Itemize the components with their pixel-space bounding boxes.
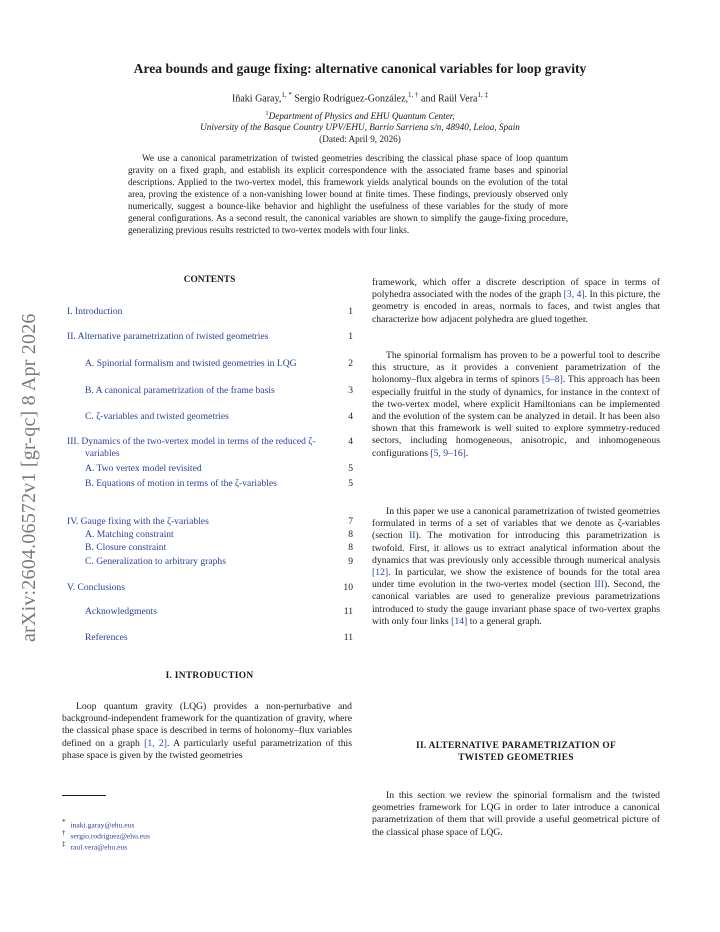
body-paragraph: In this paper we use a canonical parametrization of twisted geometries formulated in terms of a set of variables that we denote as ζ-variables (section II). The motivation for introducing this parametrization is twofold. First, it allows us to extract analytical information about the dynamics that was previously only accessible through numerical analysis [12]. In particular, we show the existence of bounds for the total area under time evolution in the two-vertex model (section III). Second, the canonical variables are used to generalize previous parametrizations introduced to study the gauge invariant phase space of two-vertex graphs with only four links [14] to a general graph. [372,506,660,627]
section-heading-introduction: I. INTRODUCTION [165,671,254,681]
citation-link[interactable]: [14] [451,615,468,627]
toc-entry-label: B. A canonical parametrization of the frame basis [85,385,275,396]
citation-link[interactable]: [12] [372,567,389,579]
toc-entry-label: V. Conclusions [67,582,125,593]
citation-link[interactable]: [5–8] [541,374,563,386]
author-list [60,91,660,104]
toc-page-number: 7 [348,516,353,527]
toc-entry-label: III. Dynamics of the two-vertex model in terms of the reduced ζ-variables [67,436,316,459]
citation-link[interactable]: [1, 2] [144,737,167,749]
footnote-email: ‡ raul.vera@ehu.eus [62,840,128,852]
author-name: Sergio Rodríguez-González, [294,93,409,105]
footnote-email: † sergio.rodriguez@ehu.eus [62,829,150,841]
toc-page-number: 1 [348,331,353,342]
author-name: Iñaki Garay, [232,93,282,105]
toc-page-number: 5 [348,478,353,489]
section-link[interactable]: III [594,579,604,591]
toc-entry-label: I. Introduction [67,306,123,317]
author-marks: 1, * [281,91,292,99]
toc-entry-label: References [85,632,128,643]
author-marks: 1, † [408,91,419,99]
affiliation-mark: 1 [265,110,269,117]
toc-entry[interactable] [67,306,353,318]
toc-entry[interactable] [67,542,353,554]
toc-entry[interactable] [67,385,353,397]
toc-entry[interactable] [67,632,353,644]
toc-entry[interactable] [67,516,353,528]
toc-entry-label: IV. Gauge fixing with the ζ-variables [67,516,209,527]
toc-entry[interactable] [67,606,353,618]
toc-page-number: 9 [348,556,353,567]
affiliation-department: Department of Physics and EHU Quantum Center, [268,111,455,122]
toc-entry[interactable] [67,582,353,594]
toc-entry[interactable] [67,463,353,475]
toc-page-number: 11 [343,606,353,617]
abstract: We use a canonical parametrization of twisted geometries describing the classical phase space of loop quantum gravity on a fixed graph, and establish its explicit correspondence with the associated frame bases and spinorial descriptions. Applied to the two-vertex model, this framework yields analytical bounds on the evolution of the total area, proving the existence of a non-vanishing lower bound at finite times. These findings, previously observed only numerically, suggest a bounce-like behavior and highlight the usefulness of these variables for the study of more general configurations. As a second result, the canonical variables are shown to simplify the gauge-fixing procedure, generalizing previous results restricted to two-vertex models with four links. [128,153,568,235]
arxiv-identifier-stamp: arXiv:2604.06572v1 [gr-qc] 8 Apr 2026 [18,313,40,642]
toc-entry[interactable] [67,529,353,541]
section-heading-alternative-parametrization: II. ALTERNATIVE PARAMETRIZATION OF TWISTED GEOMETRIES [416,741,616,763]
affiliation-line-1 [60,110,660,121]
toc-entry[interactable] [67,358,353,370]
toc-page-number: 2 [348,358,353,369]
citation-link[interactable]: [3, 4] [563,289,585,301]
toc-entry-label: C. Generalization to arbitrary graphs [85,556,226,567]
toc-entry-label: B. Closure constraint [85,542,167,553]
toc-page-number: 11 [343,632,353,643]
footnote-email: * inaki.garay@ehu.eus [62,818,135,830]
email-link[interactable]: inaki.garay@ehu.eus [70,820,135,830]
paper-title: Area bounds and gauge fixing: alternative canonical variables for loop gravity [133,61,587,76]
date-line: (Dated: April 9, 2026) [319,134,401,144]
toc-entry-label: C. ζ-variables and twisted geometries [85,411,229,422]
toc-page-number: 4 [348,411,353,422]
toc-entry[interactable] [67,436,353,460]
toc-entry[interactable] [67,331,353,343]
author-marks: 1, ‡ [477,91,488,99]
toc-page-number: 4 [348,436,353,447]
toc-entry-label: II. Alternative parametrization of twisted geometries [67,331,269,342]
footnote-rule [62,795,106,796]
toc-page-number: 8 [348,529,353,540]
toc-page-number: 10 [343,582,353,593]
email-link[interactable]: sergio.rodriguez@ehu.eus [70,831,150,841]
toc-page-number: 5 [348,463,353,474]
toc-entry-label: A. Two vertex model revisited [85,463,202,474]
toc-entry-label: A. Spinorial formalism and twisted geometries in LQG [85,358,297,369]
citation-link[interactable]: [5, 9–16] [430,447,466,459]
body-paragraph: The spinorial formalism has proven to be a powerful tool to describe this structure, as it provides a convenient parametrization of the holonomy–flux algebra in terms of spinors [5–8]. This approach has been especially fruitful in the study of dynamics, for instance in the context of the two-vertex model, where explicit Hamiltonians can be implemented and the evolution of the system can be analyzed in detail. It has been also shown that this framework is well suited to explore symmetry-reduced sectors, including homogeneous, anisotropic, and inhomogeneous configurations [5, 9–16]. [372,350,661,459]
affiliation-line-2: University of the Basque Country UPV/EHU, Barrio Sarriena s/n, 48940, Leioa, Spain [200,122,520,132]
contents-heading: CONTENTS [183,275,236,285]
toc-entry-label: B. Equations of motion in terms of the ζ-variables [85,478,277,489]
email-link[interactable]: raul.vera@ehu.eus [70,842,128,852]
toc-entry-label: Acknowledgments [85,606,157,617]
toc-entry[interactable] [67,411,353,423]
toc-page-number: 3 [348,385,353,396]
author-name: and Raül Vera [421,93,478,105]
toc-entry[interactable] [67,478,353,490]
intro-paragraph: Loop quantum gravity (LQG) provides a non-perturbative and background-independent framework for the quantization of gravity, where the classical phase space is described in terms of holonomy–flux variables defined on a graph [1, 2]. A particularly useful parametrization of this phase space is given by the twisted geometries [62,701,353,761]
body-paragraph: framework, which offer a discrete description of space in terms of polyhedra associated with the nodes of the graph [3, 4]. In this picture, the geometry is encoded in areas, normals to faces, and twist angles that characterize how adjacent polyhedra are glued together. [372,277,660,325]
section-link[interactable]: II [409,530,416,542]
body-paragraph: In this section we review the spinorial formalism and the twisted geometries framework for LQG in order to later introduce a canonical parametrization of them that will provide a useful geometrical picture of the classical phase space of LQG. [372,790,660,838]
toc-entry-label: A. Matching constraint [85,529,174,540]
toc-page-number: 8 [348,542,353,553]
toc-entry[interactable] [67,556,353,568]
toc-page-number: 1 [348,306,353,317]
